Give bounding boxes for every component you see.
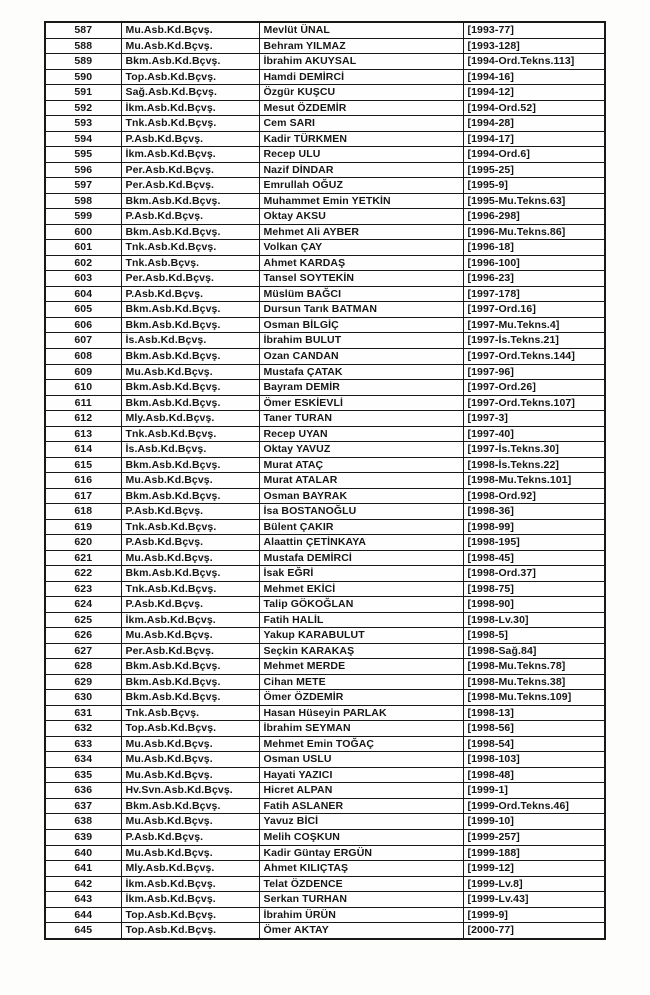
table-row [45, 302, 605, 318]
table-row [45, 426, 605, 442]
name-cell: Hamdi DEMİRCİ [259, 69, 463, 85]
rank-cell: Bkm.Asb.Kd.Bçvş. [121, 798, 259, 814]
term-code-cell: [1996-Mu.Tekns.86] [463, 224, 605, 240]
table-row [45, 286, 605, 302]
table-row [45, 597, 605, 613]
name-cell: Talip GÖKOĞLAN [259, 597, 463, 613]
row-number-cell: 592 [45, 100, 121, 116]
table-row [45, 85, 605, 101]
rank-cell: Bkm.Asb.Kd.Bçvş. [121, 54, 259, 70]
table-row [45, 100, 605, 116]
table-row [45, 705, 605, 721]
term-code-cell: [1998-Ord.37] [463, 566, 605, 582]
term-code-cell: [1993-128] [463, 38, 605, 54]
rank-cell: Mu.Asb.Kd.Bçvş. [121, 22, 259, 38]
term-code-cell: [1998-195] [463, 535, 605, 551]
name-cell: Bayram DEMİR [259, 380, 463, 396]
rank-cell: Per.Asb.Kd.Bçvş. [121, 178, 259, 194]
term-code-cell: [1997-İs.Tekns.30] [463, 442, 605, 458]
term-code-cell: [1998-Mu.Tekns.109] [463, 690, 605, 706]
table-row [45, 628, 605, 644]
rank-cell: Mu.Asb.Kd.Bçvş. [121, 473, 259, 489]
row-number-cell: 612 [45, 411, 121, 427]
name-cell: Behram YILMAZ [259, 38, 463, 54]
term-code-cell: [1997-Ord.16] [463, 302, 605, 318]
rank-cell: Bkm.Asb.Kd.Bçvş. [121, 395, 259, 411]
row-number-cell: 603 [45, 271, 121, 287]
term-code-cell: [1997-Ord.Tekns.144] [463, 349, 605, 365]
row-number-cell: 587 [45, 22, 121, 38]
name-cell: Volkan ÇAY [259, 240, 463, 256]
row-number-cell: 590 [45, 69, 121, 85]
table-row [45, 457, 605, 473]
term-code-cell: [1998-54] [463, 736, 605, 752]
name-cell: Fatih HALİL [259, 612, 463, 628]
table-row [45, 550, 605, 566]
row-number-cell: 633 [45, 736, 121, 752]
name-cell: Osman BAYRAK [259, 488, 463, 504]
table-row [45, 38, 605, 54]
term-code-cell: [1997-3] [463, 411, 605, 427]
term-code-cell: [1998-Mu.Tekns.101] [463, 473, 605, 489]
row-number-cell: 599 [45, 209, 121, 225]
rank-cell: Hv.Svn.Asb.Kd.Bçvş. [121, 783, 259, 799]
term-code-cell: [1998-Sağ.84] [463, 643, 605, 659]
term-code-cell: [1999-257] [463, 829, 605, 845]
rank-cell: Per.Asb.Kd.Bçvş. [121, 643, 259, 659]
rank-cell: Mu.Asb.Kd.Bçvş. [121, 364, 259, 380]
rank-cell: P.Asb.Kd.Bçvş. [121, 209, 259, 225]
name-cell: Melih COŞKUN [259, 829, 463, 845]
rank-cell: Top.Asb.Kd.Bçvş. [121, 721, 259, 737]
name-cell: Kadir TÜRKMEN [259, 131, 463, 147]
row-number-cell: 595 [45, 147, 121, 163]
rank-cell: İkm.Asb.Kd.Bçvş. [121, 612, 259, 628]
term-code-cell: [1998-Mu.Tekns.38] [463, 674, 605, 690]
name-cell: Taner TURAN [259, 411, 463, 427]
rank-cell: Tnk.Asb.Kd.Bçvş. [121, 581, 259, 597]
name-cell: İbrahim AKUYSAL [259, 54, 463, 70]
row-number-cell: 591 [45, 85, 121, 101]
name-cell: Alaattin ÇETİNKAYA [259, 535, 463, 551]
term-code-cell: [1994-12] [463, 85, 605, 101]
name-cell: Özgür KUŞCU [259, 85, 463, 101]
rank-cell: Tnk.Asb.Kd.Bçvş. [121, 116, 259, 132]
table-row [45, 69, 605, 85]
table-row [45, 131, 605, 147]
table-row [45, 442, 605, 458]
row-number-cell: 602 [45, 255, 121, 271]
row-number-cell: 619 [45, 519, 121, 535]
name-cell: Hasan Hüseyin PARLAK [259, 705, 463, 721]
term-code-cell: [1994-Ord.52] [463, 100, 605, 116]
name-cell: Osman BİLGİÇ [259, 317, 463, 333]
term-code-cell: [1996-23] [463, 271, 605, 287]
table-row [45, 116, 605, 132]
name-cell: Hayati YAZICI [259, 767, 463, 783]
personnel-roster-table [44, 21, 606, 940]
row-number-cell: 588 [45, 38, 121, 54]
term-code-cell: [1998-5] [463, 628, 605, 644]
rank-cell: P.Asb.Kd.Bçvş. [121, 597, 259, 613]
rank-cell: İkm.Asb.Kd.Bçvş. [121, 892, 259, 908]
term-code-cell: [1999-12] [463, 861, 605, 877]
table-row [45, 566, 605, 582]
table-row [45, 504, 605, 520]
rank-cell: Sağ.Asb.Kd.Bçvş. [121, 85, 259, 101]
row-number-cell: 636 [45, 783, 121, 799]
table-row [45, 317, 605, 333]
row-number-cell: 601 [45, 240, 121, 256]
row-number-cell: 638 [45, 814, 121, 830]
row-number-cell: 625 [45, 612, 121, 628]
table-row [45, 752, 605, 768]
table-row [45, 923, 605, 939]
term-code-cell: [1998-45] [463, 550, 605, 566]
table-row [45, 659, 605, 675]
row-number-cell: 609 [45, 364, 121, 380]
table-row [45, 892, 605, 908]
table-row [45, 721, 605, 737]
rank-cell: Bkm.Asb.Kd.Bçvş. [121, 674, 259, 690]
rank-cell: P.Asb.Kd.Bçvş. [121, 131, 259, 147]
table-row [45, 240, 605, 256]
row-number-cell: 605 [45, 302, 121, 318]
row-number-cell: 627 [45, 643, 121, 659]
term-code-cell: [1997-178] [463, 286, 605, 302]
name-cell: Mustafa DEMİRCİ [259, 550, 463, 566]
row-number-cell: 631 [45, 705, 121, 721]
name-cell: Telat ÖZDENCE [259, 876, 463, 892]
name-cell: Nazif DİNDAR [259, 162, 463, 178]
name-cell: Mevlüt ÜNAL [259, 22, 463, 38]
table-row [45, 395, 605, 411]
name-cell: İbrahim ÜRÜN [259, 907, 463, 923]
name-cell: Mehmet Ali AYBER [259, 224, 463, 240]
table-row [45, 333, 605, 349]
table-row [45, 22, 605, 38]
name-cell: Ömer ÖZDEMİR [259, 690, 463, 706]
row-number-cell: 628 [45, 659, 121, 675]
term-code-cell: [1997-İs.Tekns.21] [463, 333, 605, 349]
rank-cell: Bkm.Asb.Kd.Bçvş. [121, 488, 259, 504]
row-number-cell: 594 [45, 131, 121, 147]
term-code-cell: [1998-13] [463, 705, 605, 721]
row-number-cell: 600 [45, 224, 121, 240]
term-code-cell: [1998-99] [463, 519, 605, 535]
term-code-cell: [1998-Mu.Tekns.78] [463, 659, 605, 675]
name-cell: Yavuz BİCİ [259, 814, 463, 830]
name-cell: Ozan CANDAN [259, 349, 463, 365]
rank-cell: Top.Asb.Kd.Bçvş. [121, 907, 259, 923]
row-number-cell: 645 [45, 923, 121, 939]
row-number-cell: 644 [45, 907, 121, 923]
name-cell: Müslüm BAĞCI [259, 286, 463, 302]
rank-cell: Mu.Asb.Kd.Bçvş. [121, 767, 259, 783]
name-cell: Muhammet Emin YETKİN [259, 193, 463, 209]
table-row [45, 147, 605, 163]
name-cell: Oktay AKSU [259, 209, 463, 225]
term-code-cell: [1993-77] [463, 22, 605, 38]
name-cell: Cihan METE [259, 674, 463, 690]
row-number-cell: 634 [45, 752, 121, 768]
table-row [45, 736, 605, 752]
name-cell: Recep UYAN [259, 426, 463, 442]
table-row [45, 767, 605, 783]
row-number-cell: 611 [45, 395, 121, 411]
term-code-cell: [1996-298] [463, 209, 605, 225]
rank-cell: Mly.Asb.Kd.Bçvş. [121, 861, 259, 877]
row-number-cell: 596 [45, 162, 121, 178]
row-number-cell: 608 [45, 349, 121, 365]
term-code-cell: [1998-Ord.92] [463, 488, 605, 504]
term-code-cell: [1996-100] [463, 255, 605, 271]
rank-cell: Top.Asb.Kd.Bçvş. [121, 69, 259, 85]
rank-cell: İkm.Asb.Kd.Bçvş. [121, 876, 259, 892]
rank-cell: Mu.Asb.Kd.Bçvş. [121, 550, 259, 566]
rank-cell: Mu.Asb.Kd.Bçvş. [121, 628, 259, 644]
rank-cell: Tnk.Asb.Bçvş. [121, 705, 259, 721]
row-number-cell: 606 [45, 317, 121, 333]
row-number-cell: 617 [45, 488, 121, 504]
term-code-cell: [1998-36] [463, 504, 605, 520]
row-number-cell: 623 [45, 581, 121, 597]
rank-cell: İs.Asb.Kd.Bçvş. [121, 333, 259, 349]
table-row [45, 535, 605, 551]
row-number-cell: 589 [45, 54, 121, 70]
rank-cell: Bkm.Asb.Kd.Bçvş. [121, 317, 259, 333]
table-row [45, 54, 605, 70]
rank-cell: P.Asb.Kd.Bçvş. [121, 535, 259, 551]
term-code-cell: [1999-Lv.8] [463, 876, 605, 892]
row-number-cell: 630 [45, 690, 121, 706]
row-number-cell: 616 [45, 473, 121, 489]
rank-cell: P.Asb.Kd.Bçvş. [121, 829, 259, 845]
table-row [45, 674, 605, 690]
row-number-cell: 637 [45, 798, 121, 814]
table-row [45, 814, 605, 830]
table-row [45, 581, 605, 597]
name-cell: Fatih ASLANER [259, 798, 463, 814]
row-number-cell: 622 [45, 566, 121, 582]
row-number-cell: 626 [45, 628, 121, 644]
row-number-cell: 598 [45, 193, 121, 209]
name-cell: Mehmet EKİCİ [259, 581, 463, 597]
name-cell: Mehmet Emin TOĞAÇ [259, 736, 463, 752]
term-code-cell: [1994-Ord.6] [463, 147, 605, 163]
name-cell: Mustafa ÇATAK [259, 364, 463, 380]
table-row [45, 519, 605, 535]
term-code-cell: [1998-103] [463, 752, 605, 768]
term-code-cell: [1997-40] [463, 426, 605, 442]
rank-cell: Bkm.Asb.Kd.Bçvş. [121, 224, 259, 240]
name-cell: Ömer AKTAY [259, 923, 463, 939]
rank-cell: Mu.Asb.Kd.Bçvş. [121, 814, 259, 830]
term-code-cell: [1994-Ord.Tekns.113] [463, 54, 605, 70]
name-cell: Ömer ESKİEVLİ [259, 395, 463, 411]
term-code-cell: [1997-Ord.26] [463, 380, 605, 396]
table-row [45, 473, 605, 489]
name-cell: Hicret ALPAN [259, 783, 463, 799]
term-code-cell: [1997-Mu.Tekns.4] [463, 317, 605, 333]
name-cell: İbrahim BULUT [259, 333, 463, 349]
rank-cell: Bkm.Asb.Kd.Bçvş. [121, 690, 259, 706]
name-cell: Mehmet MERDE [259, 659, 463, 675]
rank-cell: Tnk.Asb.Bçvş. [121, 255, 259, 271]
term-code-cell: [1997-Ord.Tekns.107] [463, 395, 605, 411]
row-number-cell: 621 [45, 550, 121, 566]
rank-cell: Bkm.Asb.Kd.Bçvş. [121, 457, 259, 473]
name-cell: İbrahim SEYMAN [259, 721, 463, 737]
table-row [45, 798, 605, 814]
rank-cell: Bkm.Asb.Kd.Bçvş. [121, 349, 259, 365]
table-row [45, 488, 605, 504]
row-number-cell: 641 [45, 861, 121, 877]
rank-cell: Bkm.Asb.Kd.Bçvş. [121, 566, 259, 582]
row-number-cell: 632 [45, 721, 121, 737]
row-number-cell: 607 [45, 333, 121, 349]
term-code-cell: [1999-1] [463, 783, 605, 799]
table-row [45, 612, 605, 628]
term-code-cell: [1998-90] [463, 597, 605, 613]
name-cell: Cem SARI [259, 116, 463, 132]
row-number-cell: 639 [45, 829, 121, 845]
table-row [45, 364, 605, 380]
table-row [45, 690, 605, 706]
name-cell: Seçkin KARAKAŞ [259, 643, 463, 659]
table-row [45, 349, 605, 365]
row-number-cell: 604 [45, 286, 121, 302]
row-number-cell: 614 [45, 442, 121, 458]
table-row [45, 876, 605, 892]
term-code-cell: [1994-17] [463, 131, 605, 147]
table-row [45, 380, 605, 396]
rank-cell: İkm.Asb.Kd.Bçvş. [121, 100, 259, 116]
name-cell: Ahmet KILIÇTAŞ [259, 861, 463, 877]
name-cell: Ahmet KARDAŞ [259, 255, 463, 271]
rank-cell: Top.Asb.Kd.Bçvş. [121, 923, 259, 939]
row-number-cell: 629 [45, 674, 121, 690]
name-cell: İsak EĞRİ [259, 566, 463, 582]
name-cell: Serkan TURHAN [259, 892, 463, 908]
rank-cell: Per.Asb.Kd.Bçvş. [121, 162, 259, 178]
term-code-cell: [1998-56] [463, 721, 605, 737]
rank-cell: P.Asb.Kd.Bçvş. [121, 504, 259, 520]
table-row [45, 845, 605, 861]
row-number-cell: 620 [45, 535, 121, 551]
row-number-cell: 597 [45, 178, 121, 194]
term-code-cell: [1994-16] [463, 69, 605, 85]
table-row [45, 193, 605, 209]
name-cell: Tansel SOYTEKİN [259, 271, 463, 287]
rank-cell: Tnk.Asb.Kd.Bçvş. [121, 240, 259, 256]
name-cell: Yakup KARABULUT [259, 628, 463, 644]
term-code-cell: [1999-9] [463, 907, 605, 923]
name-cell: Murat ATALAR [259, 473, 463, 489]
rank-cell: Tnk.Asb.Kd.Bçvş. [121, 426, 259, 442]
name-cell: Oktay YAVUZ [259, 442, 463, 458]
term-code-cell: [1999-Ord.Tekns.46] [463, 798, 605, 814]
rank-cell: İs.Asb.Kd.Bçvş. [121, 442, 259, 458]
term-code-cell: [1995-25] [463, 162, 605, 178]
term-code-cell: [1999-10] [463, 814, 605, 830]
term-code-cell: [1995-9] [463, 178, 605, 194]
row-number-cell: 635 [45, 767, 121, 783]
rank-cell: Bkm.Asb.Kd.Bçvş. [121, 193, 259, 209]
row-number-cell: 640 [45, 845, 121, 861]
name-cell: Recep ULU [259, 147, 463, 163]
rank-cell: Mu.Asb.Kd.Bçvş. [121, 845, 259, 861]
table-row [45, 861, 605, 877]
rank-cell: Tnk.Asb.Kd.Bçvş. [121, 519, 259, 535]
table-row [45, 255, 605, 271]
table-row [45, 178, 605, 194]
table-row [45, 643, 605, 659]
row-number-cell: 610 [45, 380, 121, 396]
rank-cell: Bkm.Asb.Kd.Bçvş. [121, 659, 259, 675]
name-cell: İsa BOSTANOĞLU [259, 504, 463, 520]
term-code-cell: [1998-48] [463, 767, 605, 783]
rank-cell: Per.Asb.Kd.Bçvş. [121, 271, 259, 287]
rank-cell: Mu.Asb.Kd.Bçvş. [121, 752, 259, 768]
table-row [45, 162, 605, 178]
term-code-cell: [1995-Mu.Tekns.63] [463, 193, 605, 209]
row-number-cell: 618 [45, 504, 121, 520]
row-number-cell: 613 [45, 426, 121, 442]
term-code-cell: [1998-75] [463, 581, 605, 597]
row-number-cell: 643 [45, 892, 121, 908]
term-code-cell: [2000-77] [463, 923, 605, 939]
name-cell: Dursun Tarık BATMAN [259, 302, 463, 318]
term-code-cell: [1996-18] [463, 240, 605, 256]
rank-cell: Mly.Asb.Kd.Bçvş. [121, 411, 259, 427]
table-row [45, 224, 605, 240]
name-cell: Osman USLU [259, 752, 463, 768]
rank-cell: Bkm.Asb.Kd.Bçvş. [121, 380, 259, 396]
rank-cell: P.Asb.Kd.Bçvş. [121, 286, 259, 302]
term-code-cell: [1997-96] [463, 364, 605, 380]
term-code-cell: [1994-28] [463, 116, 605, 132]
row-number-cell: 624 [45, 597, 121, 613]
name-cell: Emrullah OĞUZ [259, 178, 463, 194]
table-row [45, 209, 605, 225]
table-row [45, 907, 605, 923]
row-number-cell: 642 [45, 876, 121, 892]
name-cell: Mesut ÖZDEMİR [259, 100, 463, 116]
rank-cell: Mu.Asb.Kd.Bçvş. [121, 38, 259, 54]
name-cell: Kadir Güntay ERGÜN [259, 845, 463, 861]
row-number-cell: 593 [45, 116, 121, 132]
term-code-cell: [1998-Lv.30] [463, 612, 605, 628]
row-number-cell: 615 [45, 457, 121, 473]
term-code-cell: [1999-188] [463, 845, 605, 861]
table-row [45, 783, 605, 799]
term-code-cell: [1999-Lv.43] [463, 892, 605, 908]
rank-cell: Bkm.Asb.Kd.Bçvş. [121, 302, 259, 318]
table-row [45, 411, 605, 427]
rank-cell: İkm.Asb.Kd.Bçvş. [121, 147, 259, 163]
table-row [45, 271, 605, 287]
rank-cell: Mu.Asb.Kd.Bçvş. [121, 736, 259, 752]
table-row [45, 829, 605, 845]
term-code-cell: [1998-İs.Tekns.22] [463, 457, 605, 473]
name-cell: Murat ATAÇ [259, 457, 463, 473]
name-cell: Bülent ÇAKIR [259, 519, 463, 535]
